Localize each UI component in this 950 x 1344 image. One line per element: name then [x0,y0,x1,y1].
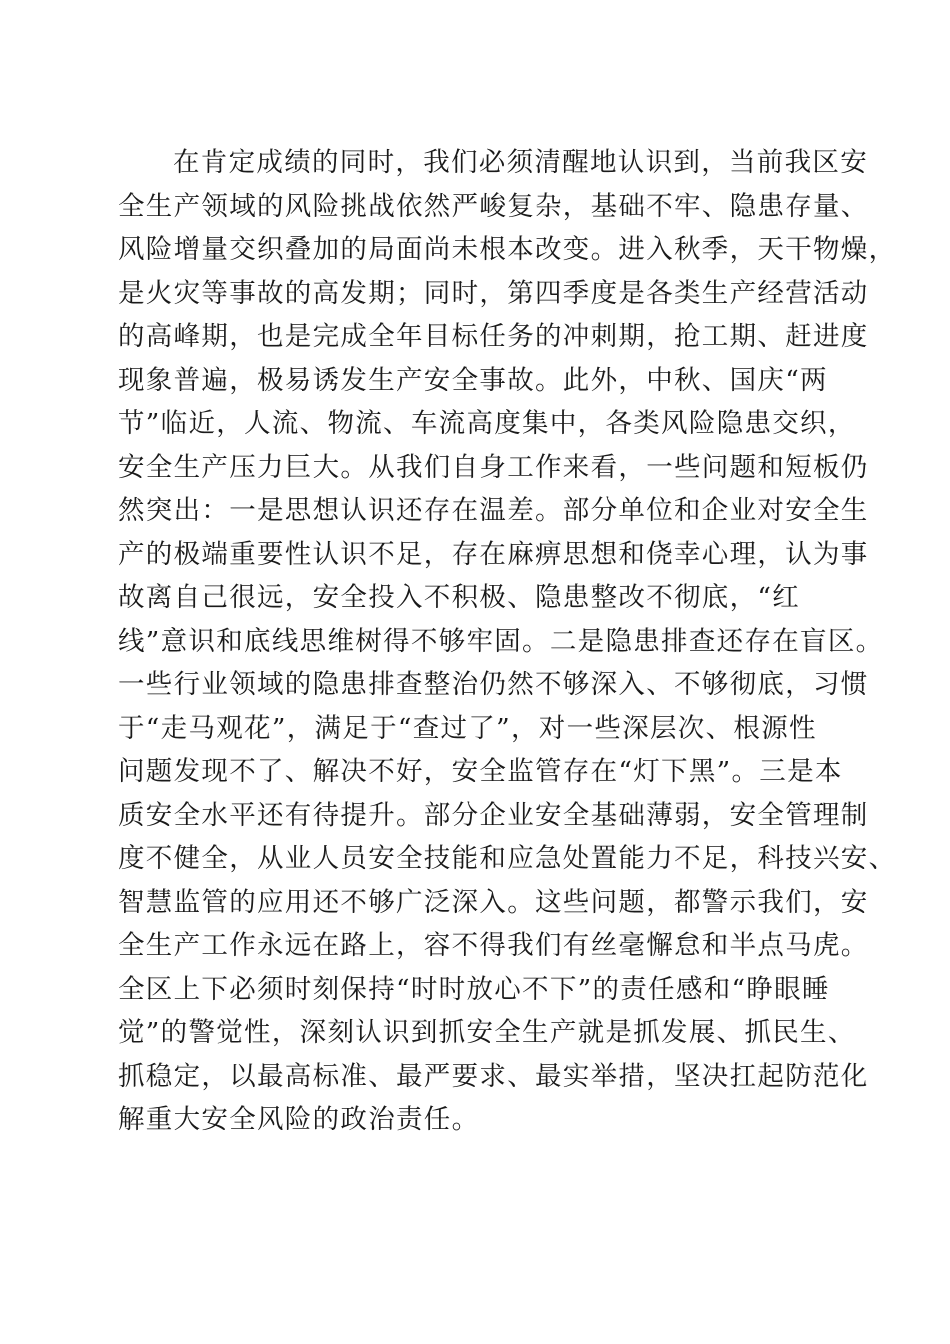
paragraph-line: 然突出：一是思想认识还存在温差。部分单位和企业对安全生 [118,495,869,526]
paragraph-line: 产的极端重要性认识不足，存在麻痹思想和侥幸心理，认为事 [118,538,869,570]
body-paragraph [118,141,897,1142]
paragraph-line: 于“走马观花”，满足于“查过了”，对一些深层次、根源性 [118,712,817,744]
paragraph-line: 全生产工作永远在路上，容不得我们有丝毫懈怠和半点马虎。 [118,930,869,961]
paragraph-line: 智慧监管的应用还不够广泛深入。这些问题，都警示我们，安 [118,886,869,918]
paragraph-line: 节”临近，人流、物流、车流高度集中，各类风险隐患交织， [118,408,856,439]
paragraph-line: 问题发现不了、解决不好，安全监管存在“灯下黑”。三是本 [118,756,843,787]
paragraph-line: 质安全水平还有待提升。部分企业安全基础薄弱，安全管理制 [118,799,869,831]
paragraph-line: 在肯定成绩的同时，我们必须清醒地认识到，当前我区安 [173,147,868,178]
paragraph-line: 是火灾等事故的高发期；同时，第四季度是各类生产经营活动 [118,277,869,309]
paragraph-line: 安全生产压力巨大。从我们自身工作来看，一些问题和短板仍 [118,451,869,483]
paragraph-line: 风险增量交织叠加的局面尚未根本改变。进入秋季，天干物燥， [118,234,897,265]
paragraph-line: 故离自己很远，安全投入不积极、隐患整改不彻底，“红 [118,582,801,613]
paragraph-line: 觉”的警觉性，深刻认识到抓安全生产就是抓发展、抓民生、 [118,1017,856,1048]
paragraph-line: 线”意识和底线思维树得不够牢固。二是隐患排查还存在盲区。 [118,625,884,657]
paragraph-line: 全生产领域的风险挑战依然严峻复杂，基础不牢、隐患存量、 [118,190,869,222]
paragraph-line: 一些行业领域的隐患排查整治仍然不够深入、不够彻底，习惯 [118,669,869,700]
paragraph-line: 度不健全，从业人员安全技能和应急处置能力不足，科技兴安、 [118,843,897,874]
paragraph-line: 解重大安全风险的政治责任。 [118,1104,480,1135]
paragraph-line: 全区上下必须时刻保持“时时放心不下”的责任感和“睁眼睡 [118,973,830,1005]
paragraph-line: 的高峰期，也是完成全年目标任务的冲刺期，抢工期、赶进度 [118,321,869,352]
paragraph-line: 现象普遍，极易诱发生产安全事故。此外，中秋、国庆“两 [118,364,828,396]
paragraph-line: 抓稳定，以最高标准、最严要求、最实举措，坚决扛起防范化 [118,1060,869,1092]
